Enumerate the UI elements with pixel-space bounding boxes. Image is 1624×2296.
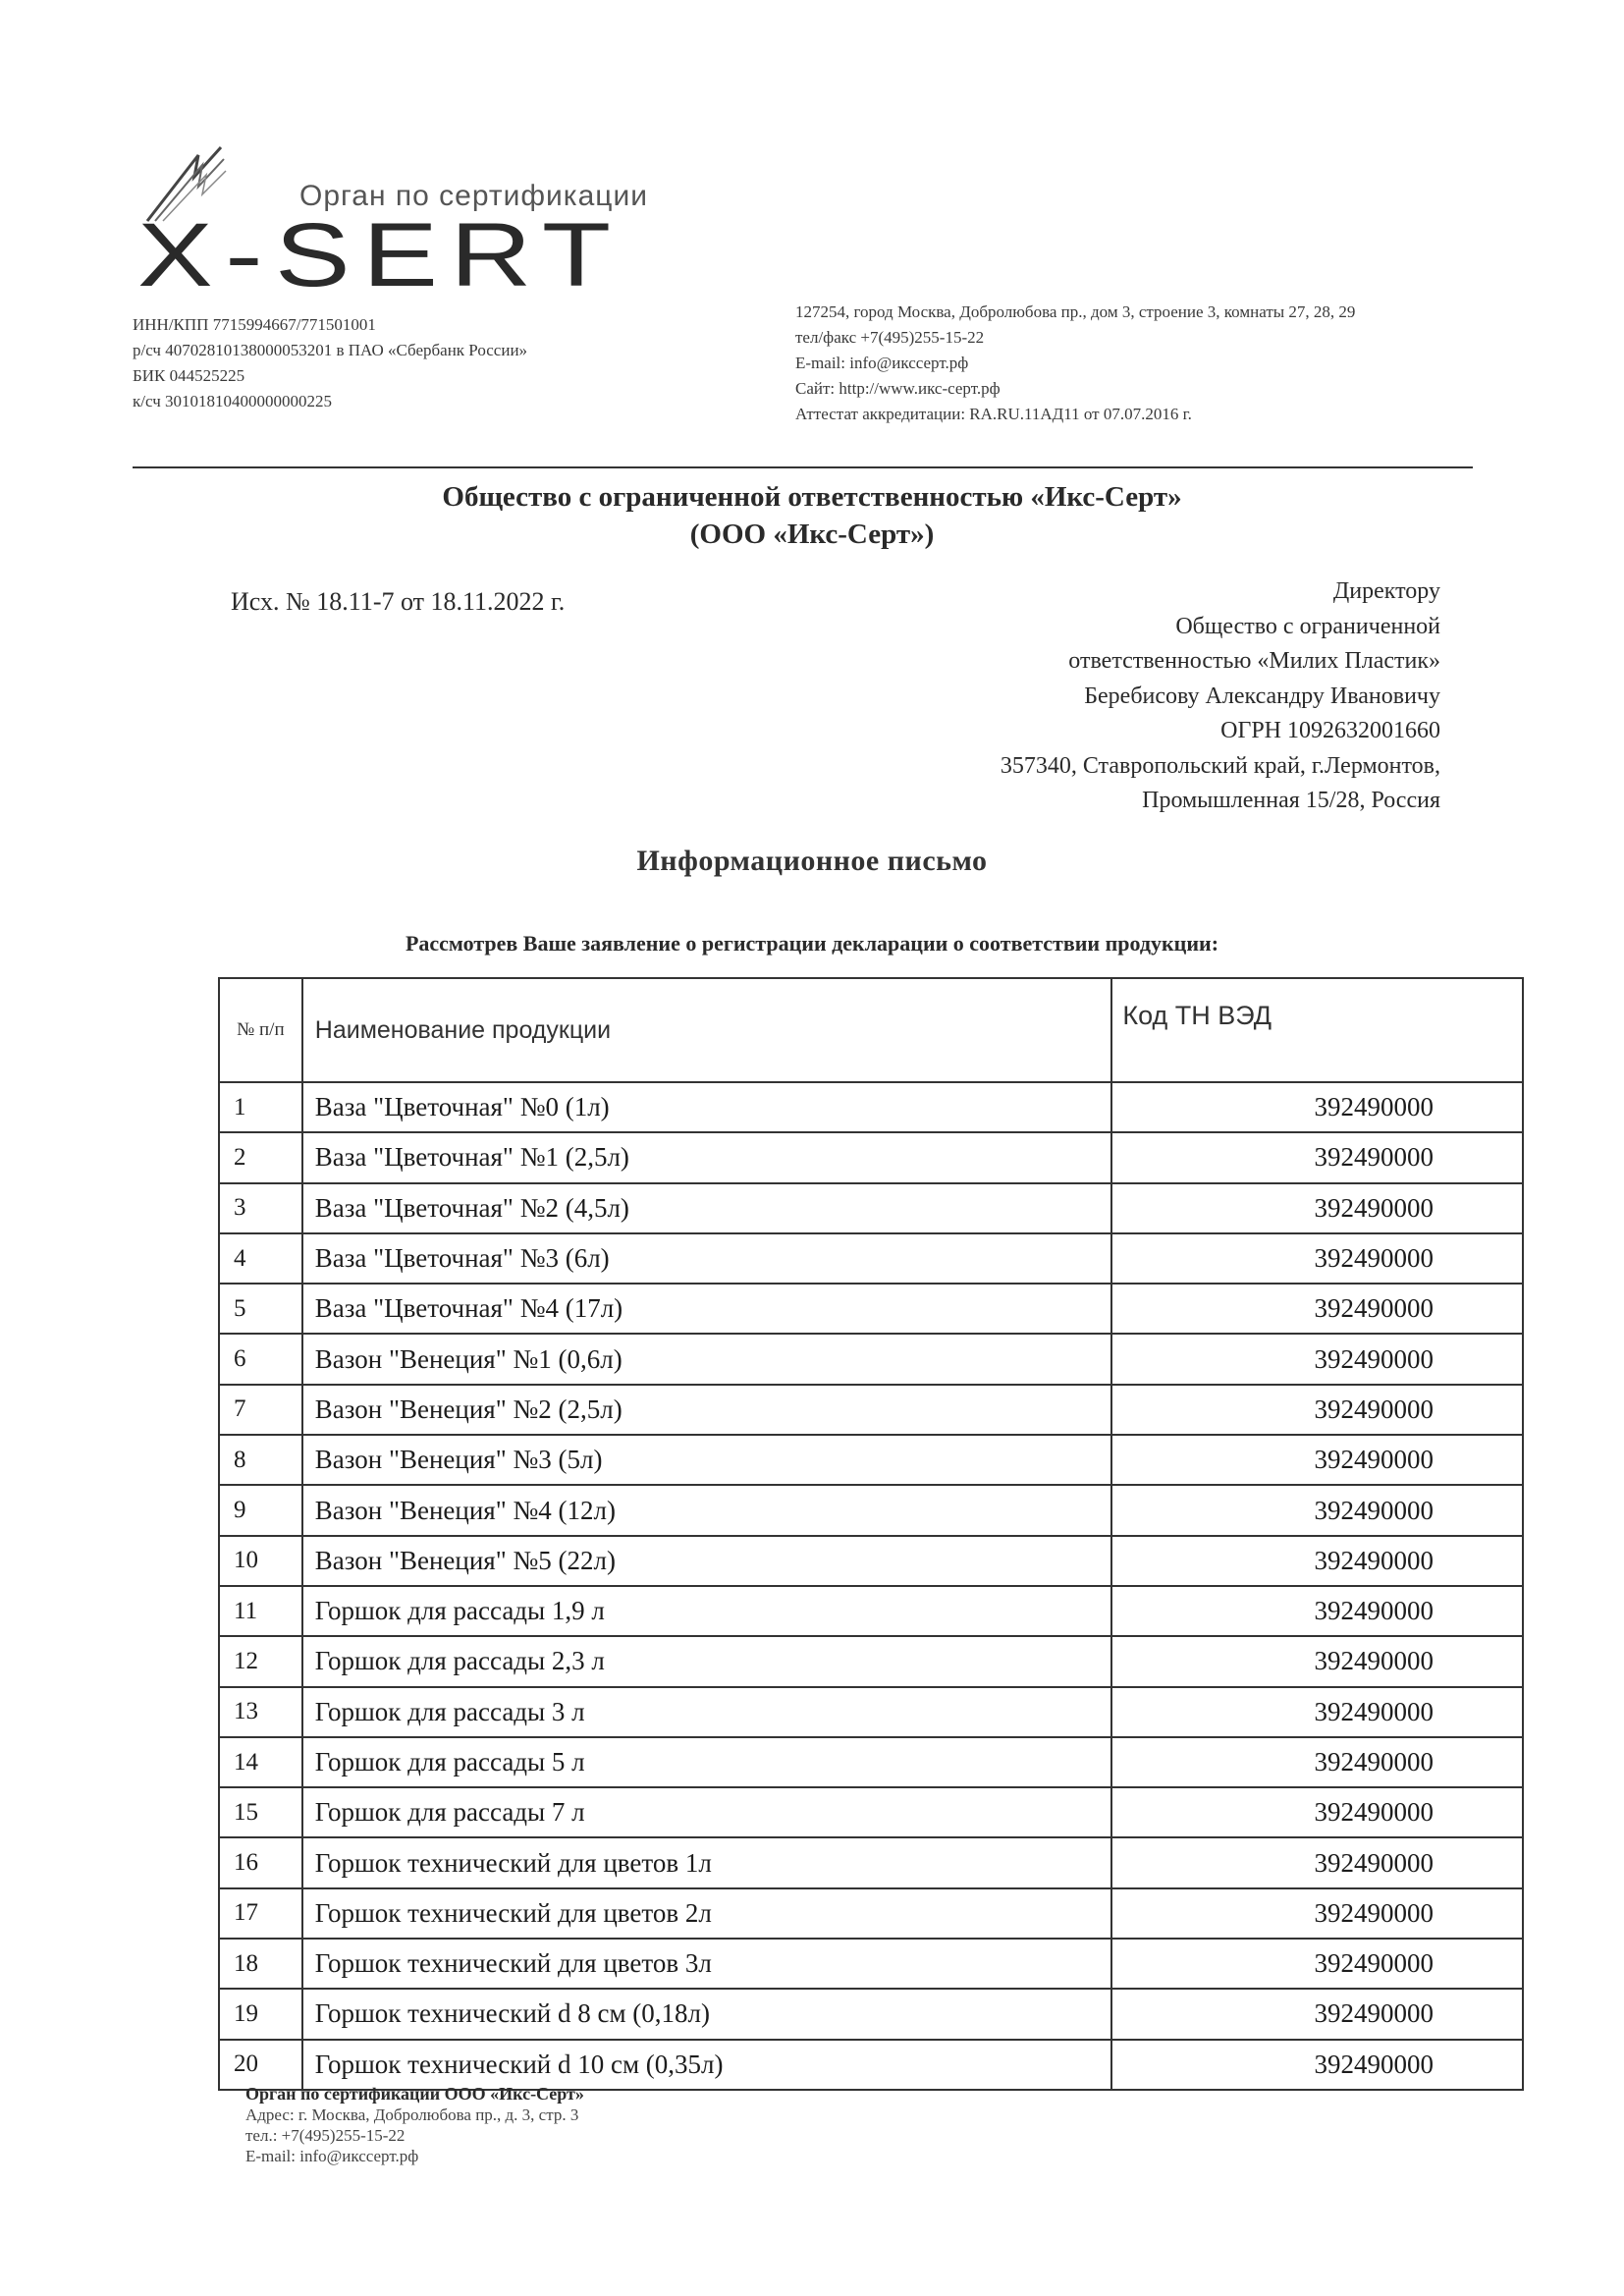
- row-number: 4: [219, 1233, 302, 1284]
- org-short-name: (ООО «Икс-Серт»): [689, 519, 935, 550]
- row-product-name: Горшок для рассады 1,9 л: [302, 1586, 1112, 1636]
- row-code: 392490000: [1111, 1536, 1523, 1586]
- row-number: 16: [219, 1837, 302, 1887]
- requisite-bik: БИК 044525225: [133, 366, 245, 385]
- row-product-name: Вазон "Венеция" №2 (2,5л): [302, 1385, 1112, 1435]
- footer-phone: тел.: +7(495)255-15-22: [245, 2126, 406, 2145]
- letter-intro: Рассмотрев Ваше заявление о регистрации декларации о соответствии продукции:: [405, 931, 1219, 956]
- addressee-line: Промышленная 15/28, Россия: [1142, 788, 1440, 813]
- addressee-line: Директору: [1332, 578, 1440, 604]
- row-number: 1: [219, 1082, 302, 1132]
- addressee-line: ОГРН 1092632001660: [1220, 718, 1440, 743]
- row-number: 10: [219, 1536, 302, 1586]
- row-number: 20: [219, 2040, 302, 2090]
- logo-subtitle: Орган по сертификации: [299, 180, 648, 212]
- table-row: [219, 1385, 1523, 1435]
- header-num: № п/п: [219, 978, 302, 1082]
- table-row: [219, 1787, 1523, 1837]
- row-number: 15: [219, 1787, 302, 1837]
- row-product-name: Горшок технический для цветов 1л: [302, 1837, 1112, 1887]
- row-product-name: Ваза "Цветочная" №2 (4,5л): [302, 1183, 1112, 1233]
- addressee-line: Беребисову Александру Ивановичу: [1084, 683, 1440, 709]
- row-code: 392490000: [1111, 1132, 1523, 1182]
- table-row: [219, 2040, 1523, 2090]
- table-row: [219, 1888, 1523, 1939]
- row-code: 392490000: [1111, 1385, 1523, 1435]
- table-row: [219, 1536, 1523, 1586]
- table-row: [219, 1687, 1523, 1737]
- row-code: 392490000: [1111, 1334, 1523, 1384]
- table-row: [219, 1485, 1523, 1535]
- header-divider: [133, 466, 1473, 468]
- footer-address: Адрес: г. Москва, Добролюбова пр., д. 3, стр. 3: [245, 2105, 579, 2124]
- table-row: [219, 1334, 1523, 1384]
- table-row: [219, 1082, 1523, 1132]
- requisite-corr-account: к/сч 30101810400000000225: [133, 392, 332, 410]
- table-row: [219, 1183, 1523, 1233]
- table-row: [219, 1737, 1523, 1787]
- row-number: 9: [219, 1485, 302, 1535]
- row-product-name: Вазон "Венеция" №4 (12л): [302, 1485, 1112, 1535]
- row-code: 392490000: [1111, 1737, 1523, 1787]
- requisite-email: E-mail: info@икссерт.рф: [795, 354, 969, 372]
- table-row: [219, 1837, 1523, 1887]
- table-row: [219, 1586, 1523, 1636]
- products-table: [218, 977, 1524, 2091]
- footer: [245, 2084, 584, 2166]
- row-number: 7: [219, 1385, 302, 1435]
- row-code: 392490000: [1111, 1939, 1523, 1989]
- row-product-name: Горшок для рассады 3 л: [302, 1687, 1112, 1737]
- table-row: [219, 1233, 1523, 1284]
- row-code: 392490000: [1111, 1435, 1523, 1485]
- addressee-line: ответственностью «Милих Пластик»: [1068, 648, 1440, 674]
- requisite-inn: ИНН/КПП 7715994667/771501001: [133, 315, 376, 334]
- row-product-name: Горшок для рассады 7 л: [302, 1787, 1112, 1837]
- header-code: Код ТН ВЭД: [1111, 978, 1523, 1082]
- footer-title: Орган по сертификации ООО «Икс-Серт»: [245, 2084, 584, 2104]
- row-product-name: Горшок для рассады 5 л: [302, 1737, 1112, 1787]
- table-row: [219, 1284, 1523, 1334]
- row-product-name: Горшок технический для цветов 3л: [302, 1939, 1112, 1989]
- row-code: 392490000: [1111, 1888, 1523, 1939]
- row-code: 392490000: [1111, 1284, 1523, 1334]
- row-number: 14: [219, 1737, 302, 1787]
- row-product-name: Горшок технический d 8 см (0,18л): [302, 1989, 1112, 2039]
- row-product-name: Горшок технический для цветов 2л: [302, 1888, 1112, 1939]
- row-number: 19: [219, 1989, 302, 2039]
- row-product-name: Вазон "Венеция" №5 (22л): [302, 1536, 1112, 1586]
- row-number: 11: [219, 1586, 302, 1636]
- row-product-name: Горшок для рассады 2,3 л: [302, 1636, 1112, 1686]
- row-code: 392490000: [1111, 1989, 1523, 2039]
- row-product-name: Ваза "Цветочная" №1 (2,5л): [302, 1132, 1112, 1182]
- row-number: 17: [219, 1888, 302, 1939]
- row-code: 392490000: [1111, 1183, 1523, 1233]
- logo-wordmark: X-SERT: [137, 205, 623, 305]
- addressee-line: 357340, Ставропольский край, г.Лермонтов,: [1000, 752, 1440, 779]
- addressee-block: [753, 574, 1440, 819]
- row-number: 2: [219, 1132, 302, 1182]
- footer-email: E-mail: info@икссерт.рф: [245, 2147, 419, 2165]
- row-code: 392490000: [1111, 1586, 1523, 1636]
- row-product-name: Горшок технический d 10 см (0,35л): [302, 2040, 1112, 2090]
- table-row: [219, 1435, 1523, 1485]
- row-code: 392490000: [1111, 1636, 1523, 1686]
- row-product-name: Ваза "Цветочная" №0 (1л): [302, 1082, 1112, 1132]
- org-full-name: Общество с ограниченной ответственностью «Икс-Серт»: [442, 481, 1182, 513]
- row-code: 392490000: [1111, 2040, 1523, 2090]
- row-number: 18: [219, 1939, 302, 1989]
- header-name: Наименование продукции: [302, 978, 1112, 1082]
- letter-title: Информационное письмо: [636, 845, 988, 877]
- row-product-name: Вазон "Венеция" №3 (5л): [302, 1435, 1112, 1485]
- row-code: 392490000: [1111, 1787, 1523, 1837]
- row-code: 392490000: [1111, 1687, 1523, 1737]
- row-code: 392490000: [1111, 1485, 1523, 1535]
- outgoing-number: Исх. № 18.11-7 от 18.11.2022 г.: [231, 587, 566, 616]
- table-row: [219, 1636, 1523, 1686]
- table-row: [219, 1939, 1523, 1989]
- requisite-accreditation: Аттестат аккредитации: RA.RU.11АД11 от 07.07.2016 г.: [795, 405, 1192, 423]
- requisite-account: р/сч 40702810138000053201 в ПАО «Сбербанк России»: [133, 341, 528, 359]
- table-body: [219, 1082, 1523, 2090]
- row-product-name: Вазон "Венеция" №1 (0,6л): [302, 1334, 1112, 1384]
- addressee-line: Общество с ограниченной: [1175, 613, 1440, 639]
- row-number: 13: [219, 1687, 302, 1737]
- requisite-address: 127254, город Москва, Добролюбова пр., дом 3, строение 3, комнаты 27, 28, 29: [795, 302, 1356, 321]
- row-number: 8: [219, 1435, 302, 1485]
- row-number: 12: [219, 1636, 302, 1686]
- requisites-right: [795, 300, 1443, 427]
- table-row: [219, 1132, 1523, 1182]
- table-header-row: [219, 978, 1523, 1082]
- row-product-name: Ваза "Цветочная" №3 (6л): [302, 1233, 1112, 1284]
- requisites-left: [133, 312, 527, 414]
- table-row: [219, 1989, 1523, 2039]
- requisite-site: Сайт: http://www.икс-серт.рф: [795, 379, 1001, 398]
- row-product-name: Ваза "Цветочная" №4 (17л): [302, 1284, 1112, 1334]
- row-code: 392490000: [1111, 1837, 1523, 1887]
- row-number: 5: [219, 1284, 302, 1334]
- row-number: 6: [219, 1334, 302, 1384]
- row-code: 392490000: [1111, 1233, 1523, 1284]
- row-code: 392490000: [1111, 1082, 1523, 1132]
- row-number: 3: [219, 1183, 302, 1233]
- requisite-phone: тел/факс +7(495)255-15-22: [795, 328, 985, 347]
